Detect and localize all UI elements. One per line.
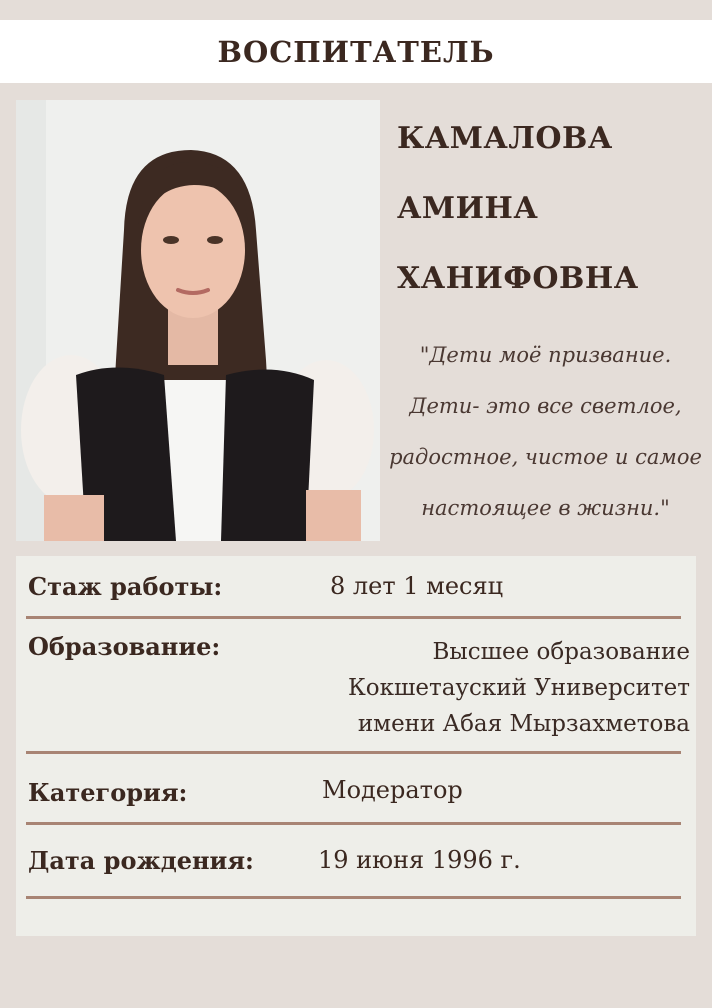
divider bbox=[26, 896, 681, 899]
experience-value: 8 лет 1 месяц bbox=[330, 572, 504, 600]
quote-line: настоящее в жизни." bbox=[421, 496, 670, 520]
surname: КАМАЛОВА bbox=[397, 121, 613, 156]
education-line: Высшее образование bbox=[432, 639, 690, 665]
experience-label: Стаж работы: bbox=[28, 572, 223, 601]
birthdate-label: Дата рождения: bbox=[28, 846, 254, 875]
info-card bbox=[16, 556, 696, 936]
education-label: Образование: bbox=[28, 632, 221, 661]
profile-photo bbox=[16, 100, 380, 541]
quote-line: "Дети моё призвание. bbox=[419, 343, 672, 367]
first-name: АМИНА bbox=[397, 191, 539, 226]
patronymic: ХАНИФОВНА bbox=[397, 261, 639, 296]
motto-quote bbox=[381, 330, 710, 534]
divider bbox=[26, 616, 681, 619]
divider bbox=[26, 822, 681, 825]
birthdate-value: 19 июня 1996 г. bbox=[318, 846, 521, 874]
header-bar bbox=[0, 20, 712, 83]
divider bbox=[26, 751, 681, 754]
education-line: Кокшетауский Университет bbox=[347, 675, 690, 701]
education-value bbox=[348, 634, 690, 742]
quote-line: Дети- это все светлое, bbox=[409, 394, 682, 418]
quote-line: радостное, чистое и самое bbox=[389, 445, 702, 469]
page-title: ВОСПИТАТЕЛЬ bbox=[217, 34, 495, 69]
education-line: имени Абая Мырзахметова bbox=[357, 711, 690, 737]
category-value: Модератор bbox=[322, 776, 463, 804]
category-label: Категория: bbox=[28, 778, 188, 807]
portrait-illustration bbox=[16, 100, 380, 541]
